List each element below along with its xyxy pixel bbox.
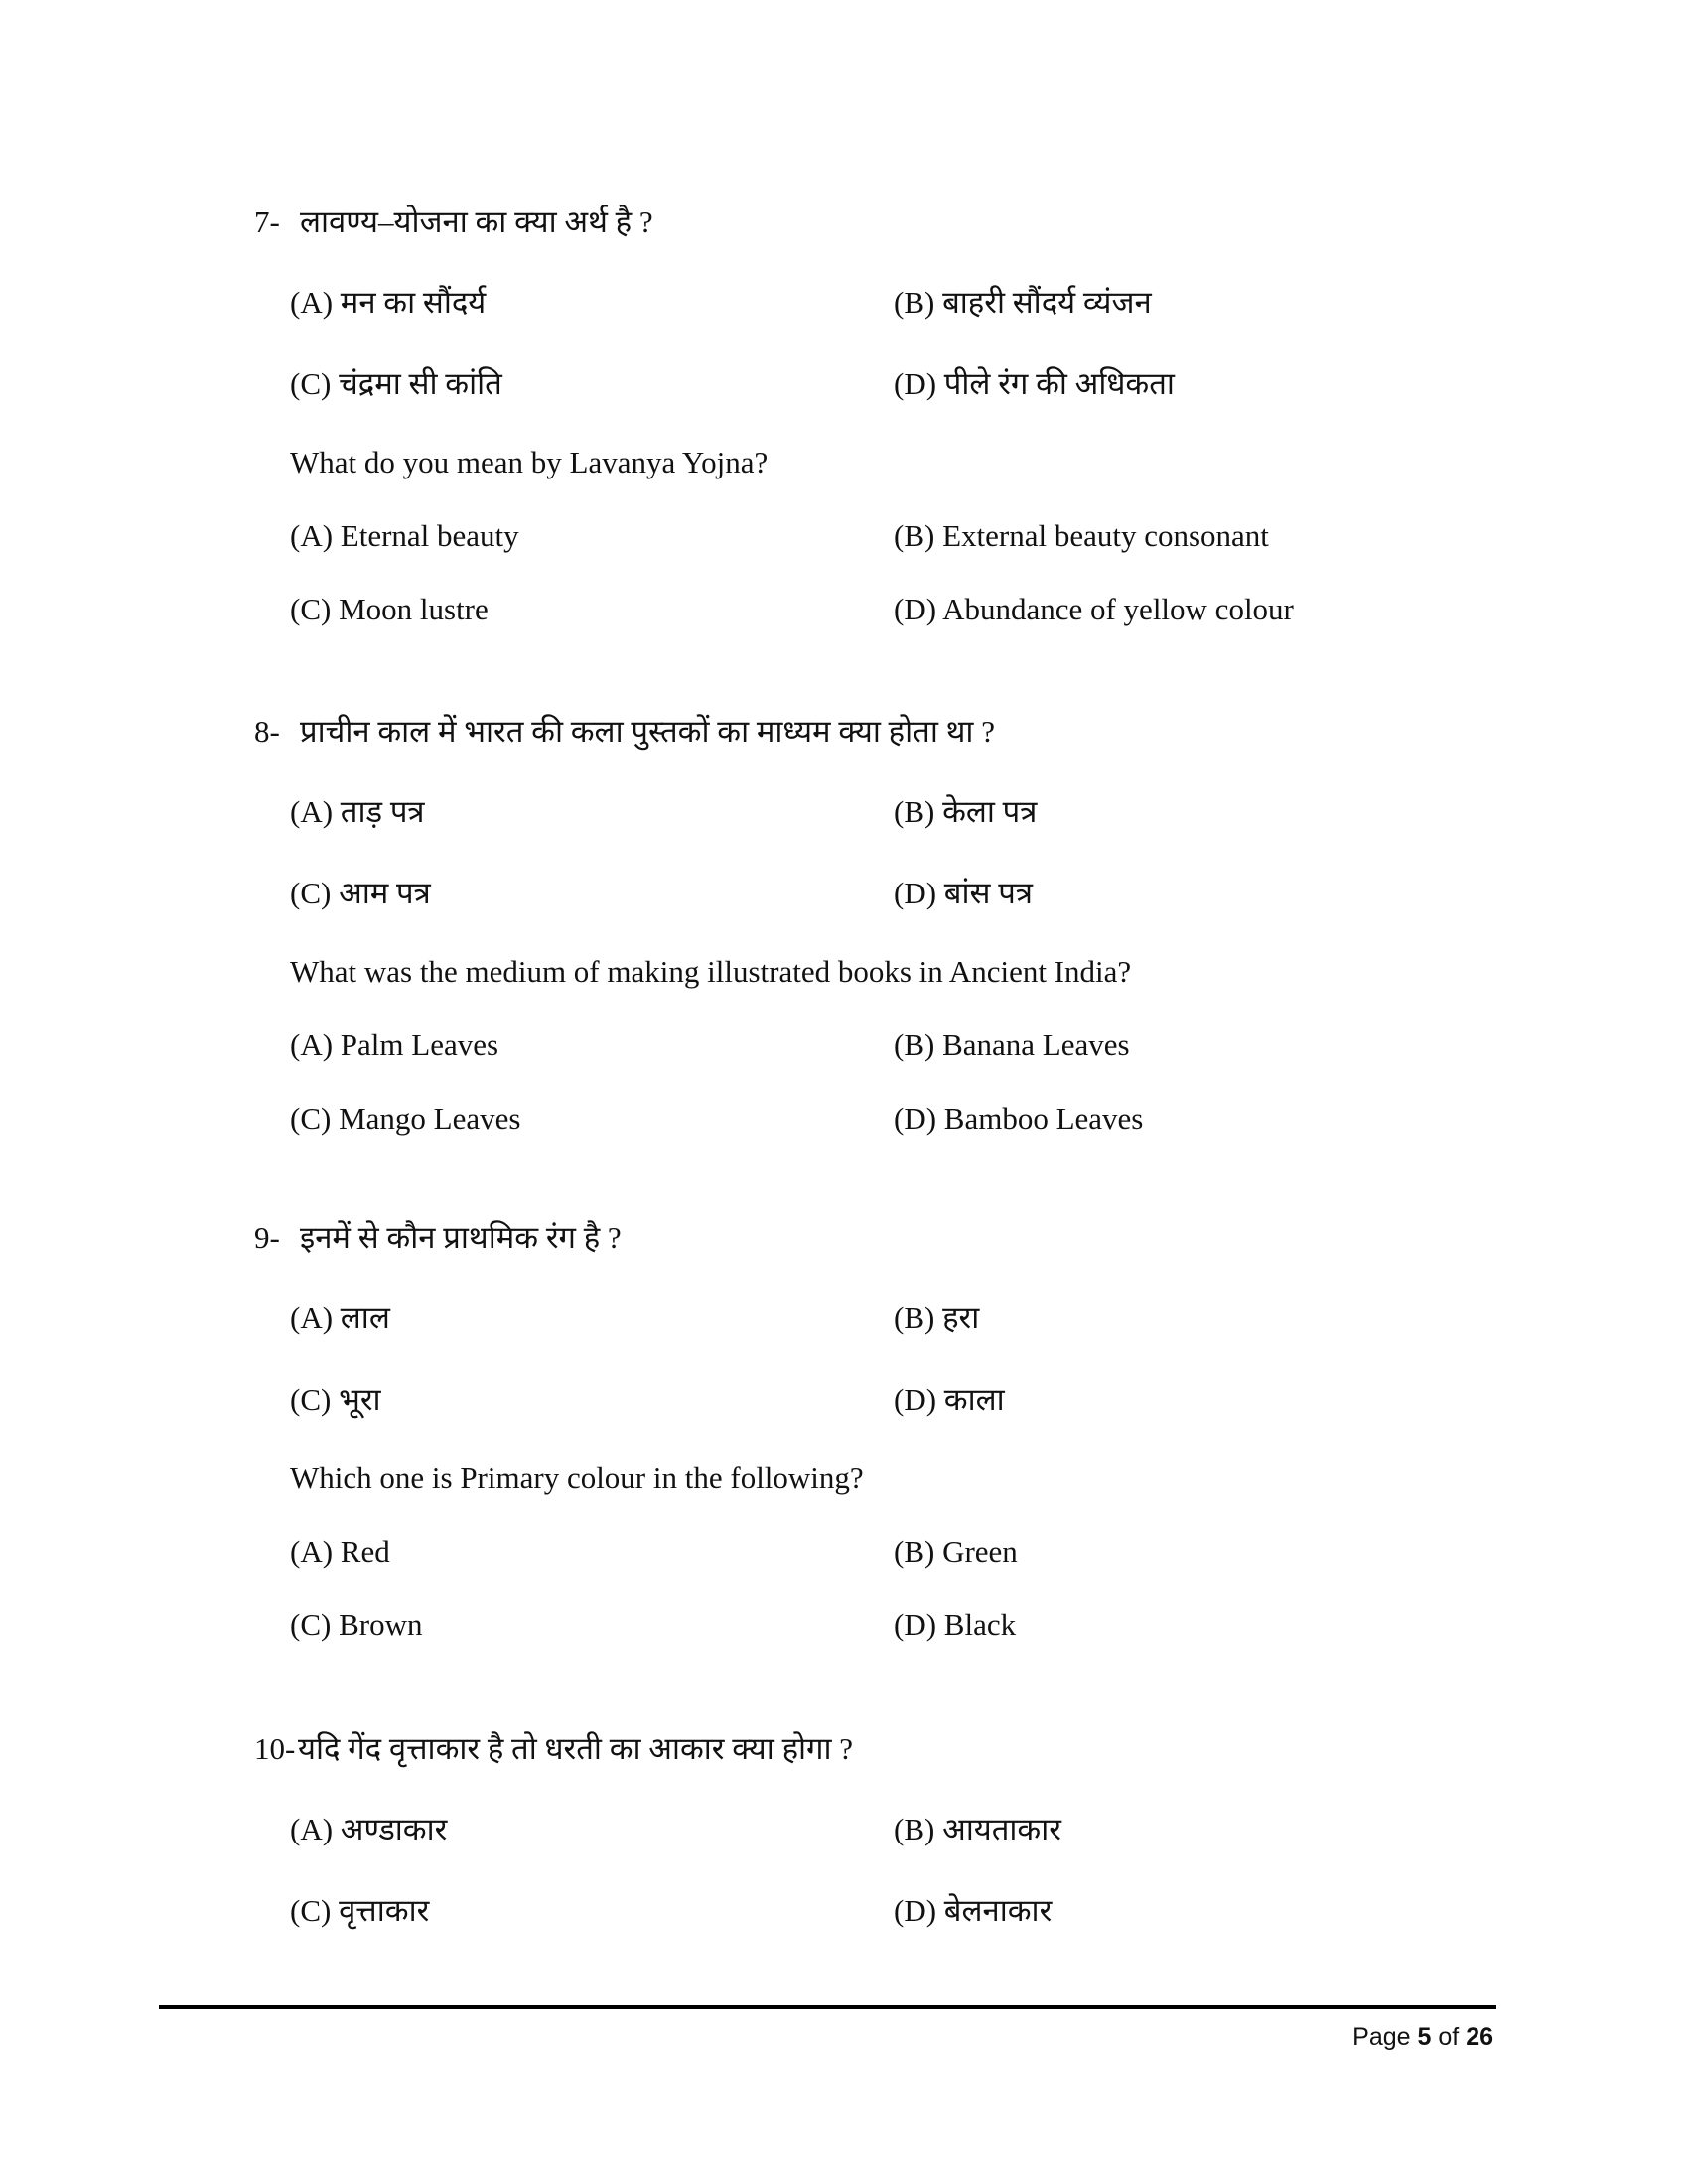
- hindi-option: (D) काला: [894, 1382, 1005, 1417]
- english-option: (B) External beauty consonant: [894, 518, 1269, 553]
- hindi-option: (C) वृत्ताकार: [290, 1893, 430, 1928]
- hindi-option: (A) लाल: [290, 1300, 390, 1335]
- footer-divider: [159, 2005, 1496, 2009]
- english-question: Which one is Primary colour in the following?: [290, 1460, 864, 1495]
- hindi-option: (C) भूरा: [290, 1382, 381, 1417]
- question-number: 10-: [254, 1731, 296, 1766]
- english-question: What was the medium of making illustrated books in Ancient India?: [290, 954, 1132, 989]
- hindi-option: (B) हरा: [894, 1300, 980, 1335]
- hindi-option: (D) पीले रंग की अधिकता: [894, 366, 1175, 401]
- english-option: (D) Black: [894, 1607, 1017, 1642]
- hindi-option: (B) आयताकार: [894, 1812, 1061, 1846]
- hindi-option: (A) मन का सौंदर्य: [290, 285, 487, 320]
- question-number: 8-: [254, 714, 280, 749]
- hindi-question: यदि गेंद वृत्ताकार है तो धरती का आकार क्या होगा ?: [298, 1731, 854, 1766]
- english-option: (D) Abundance of yellow colour: [894, 592, 1294, 626]
- english-option: (C) Mango Leaves: [290, 1101, 521, 1136]
- hindi-option: (D) बेलनाकार: [894, 1893, 1053, 1928]
- hindi-option: (D) बांस पत्र: [894, 876, 1033, 910]
- english-option: (B) Banana Leaves: [894, 1027, 1130, 1062]
- hindi-option: (C) आम पत्र: [290, 876, 431, 910]
- english-option: (C) Moon lustre: [290, 592, 489, 626]
- english-option: (A) Eternal beauty: [290, 518, 519, 553]
- english-option: (D) Bamboo Leaves: [894, 1101, 1144, 1136]
- english-option: (A) Red: [290, 1534, 390, 1569]
- hindi-option: (C) चंद्रमा सी कांति: [290, 366, 502, 401]
- hindi-question: लावण्य–योजना का क्या अर्थ है ?: [300, 205, 653, 239]
- page-number: 5: [1417, 2023, 1432, 2051]
- english-option: (A) Palm Leaves: [290, 1027, 499, 1062]
- english-option: (C) Brown: [290, 1607, 423, 1642]
- hindi-option: (A) ताड़ पत्र: [290, 794, 425, 829]
- hindi-option: (B) बाहरी सौंदर्य व्यंजन: [894, 285, 1152, 320]
- hindi-question: इनमें से कौन प्राथमिक रंग है ?: [300, 1220, 622, 1255]
- hindi-question: प्राचीन काल में भारत की कला पुस्तकों का माध्यम क्या होता था ?: [300, 714, 995, 749]
- page-label: Page: [1352, 2023, 1411, 2051]
- page-footer: [1352, 2017, 1493, 2057]
- english-option: (B) Green: [894, 1534, 1018, 1569]
- question-number: 9-: [254, 1220, 280, 1255]
- english-question: What do you mean by Lavanya Yojna?: [290, 445, 769, 479]
- question-number: 7-: [254, 205, 280, 239]
- hindi-option: (B) केला पत्र: [894, 794, 1038, 829]
- of-label: of: [1438, 2023, 1460, 2051]
- total-pages: 26: [1466, 2023, 1493, 2051]
- hindi-option: (A) अण्डाकार: [290, 1812, 448, 1846]
